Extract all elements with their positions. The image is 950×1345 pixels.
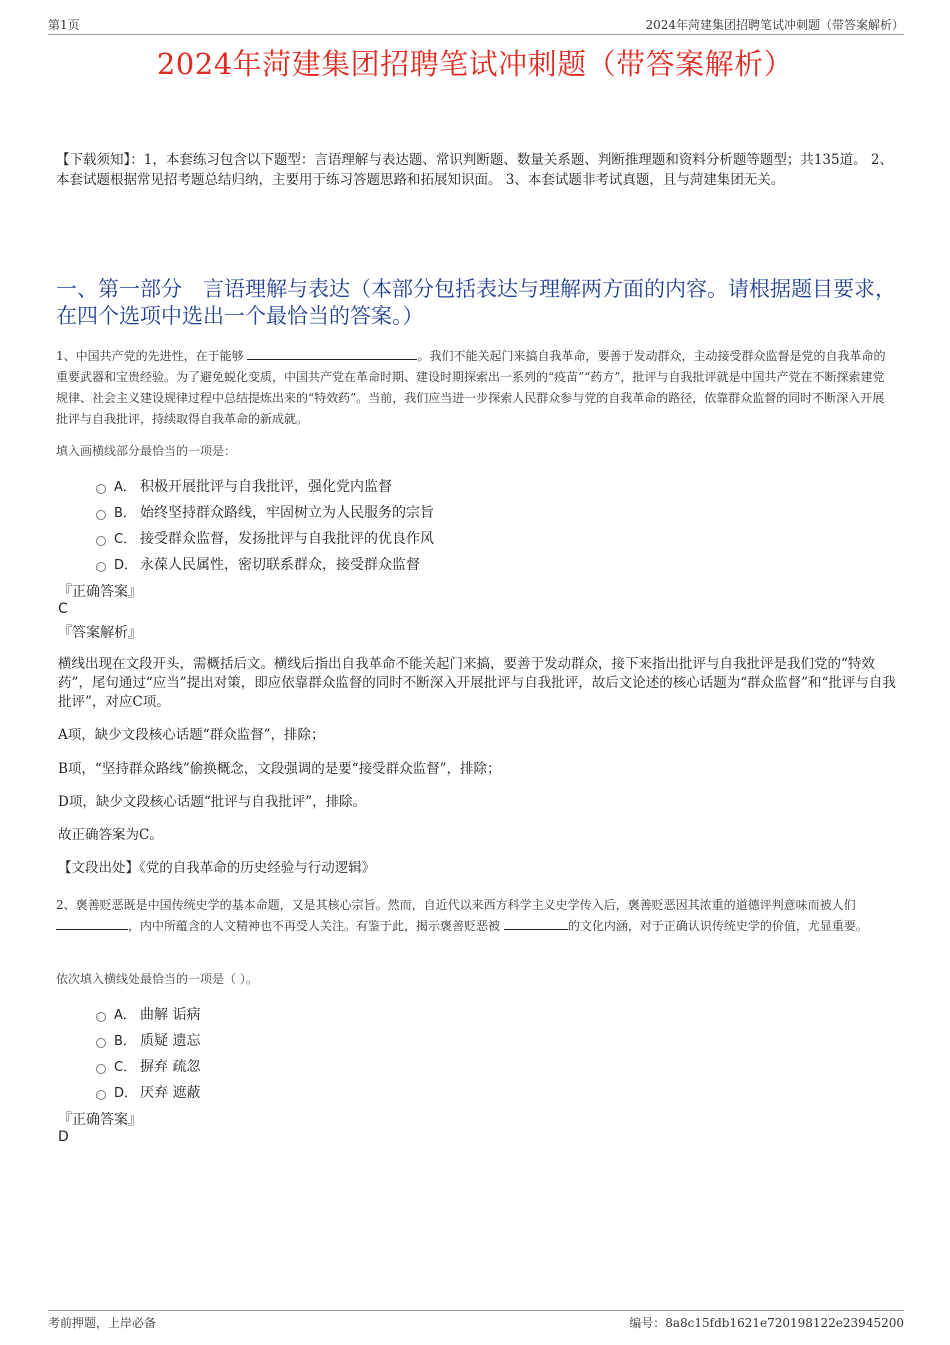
question-2-blank-2 <box>504 917 568 930</box>
question-2-answer-label: 『正确答案』 <box>58 1112 142 1128</box>
question-1-text-a: 1、中国共产党的先进性，在于能够 <box>56 349 244 363</box>
radio-icon[interactable] <box>96 1090 106 1100</box>
header-doc-title: 2024年菏建集团招聘笔试冲刺题（带答案解析） <box>645 18 904 32</box>
page-number: 第1页 <box>48 18 80 32</box>
radio-icon[interactable] <box>96 1038 106 1048</box>
radio-icon[interactable] <box>96 510 106 520</box>
analysis-paragraph: 故正确答案为C。 <box>58 827 163 843</box>
page-title: 2024年菏建集团招聘笔试冲刺题（带答案解析） <box>156 47 794 81</box>
question-2-prompt: 依次填入横线处最恰当的一项是（ ）。 <box>56 972 258 986</box>
question-2-text-a: 2、褒善贬恶既是中国传统史学的基本命题，又是其核心宗旨。然而，自近代以来西方科学主义史学传入后，褒善贬恶因其浓重的道德评判意味而被人们 <box>56 898 856 912</box>
analysis-source: 【文段出处】《党的自我革命的历史经验与行动逻辑》 <box>58 860 376 876</box>
question-1-stem <box>56 346 896 430</box>
section-heading: 一、第一部分 言语理解与表达（本部分包括表达与理解两方面的内容。请根据题目要求，在四个选项中选出一个最恰当的答案。） <box>56 277 896 328</box>
question-1-analysis-label: 『答案解析』 <box>58 625 142 641</box>
analysis-paragraph: 横线出现在文段开头，需概括后文。横线后指出自我革命不能关起门来搞，要善于发动群众，接下来指出批评与自我批评是我们党的“特效药”，尾句通过“应当”提出对策，即应依靠群众监督的同时不断深入开展批评与自我批评，故后文论述的核心话题为“群众监督”和“批评与自我批评”，对应C项。 <box>58 656 896 710</box>
footer-slogan: 考前押题，上岸必备 <box>48 1316 157 1330</box>
question-1-prompt: 填入画横线部分最恰当的一项是： <box>56 444 237 458</box>
question-2-text-b: ，内中所蕴含的人文精神也不再受人关注。有鉴于此，揭示褒善贬恶被 <box>128 919 501 933</box>
question-1-option-a[interactable]: A． 积极开展批评与自我批评，强化党内监督 <box>96 476 392 498</box>
download-notice: 【下载须知】：1，本套练习包含以下题型：言语理解与表达题、常识判断题、数量关系题、判断推理题和资料分析题等题型；共135道。 2、本套试题根据常见招考题总结归纳，主要用于练习答题思路和拓展知识面。 3、本套试题非考试真题，且与菏建集团无关。 <box>56 152 893 188</box>
question-2-stem <box>56 895 896 937</box>
question-2-blank-1 <box>56 917 128 930</box>
question-1-text-b: 。我们不能关起门来搞自我革命，要善于发动群众，主动接受群众监督是党的自我革命的重要武器和宝贵经验。为了避免蜕化变质，中国共产党在革命时期、建设时期探索出一系列的“疫苗”“药方”，批评与自我批评就是中国共产党在不断探索建党规律、社会主义建设规律过程中总结提炼出来的“特效药”。当前，我们应当进一步探索人民群众参与党的自我革命的路径，依靠群众监督的同时不断深入开展批评与自我批评，持续取得自我革命的新成就。 <box>56 349 886 426</box>
question-2-text-c: 的文化内涵，对于正确认识传统史学的价值，尤显重要。 <box>567 919 868 933</box>
analysis-paragraph: B项，“坚持群众路线”偷换概念，文段强调的是要“接受群众监督”，排除； <box>58 761 501 777</box>
question-1-answer-label: 『正确答案』 <box>58 584 142 600</box>
question-1-option-c[interactable]: C． 接受群众监督，发扬批评与自我批评的优良作风 <box>96 528 434 550</box>
question-2-option-a[interactable]: A． 曲解 诟病 <box>96 1004 200 1026</box>
analysis-paragraph: A项，缺少文段核心话题“群众监督”，排除； <box>58 727 325 743</box>
question-2-option-c[interactable]: C． 摒弃 疏忽 <box>96 1056 200 1078</box>
question-2-option-b[interactable]: B． 质疑 遗忘 <box>96 1030 200 1052</box>
question-1-answer: C <box>58 601 68 617</box>
footer-serial: 编号：8a8c15fdb1621e720198122e23945200 <box>629 1316 904 1330</box>
radio-icon[interactable] <box>96 484 106 494</box>
question-1-option-b[interactable]: B． 始终坚持群众路线，牢固树立为人民服务的宗旨 <box>96 502 434 524</box>
question-2-answer: D <box>58 1129 69 1145</box>
analysis-paragraph: D项，缺少文段核心话题“批评与自我批评”，排除。 <box>58 794 367 810</box>
page-footer <box>48 1310 904 1330</box>
question-1-option-d[interactable]: D． 永葆人民属性，密切联系群众，接受群众监督 <box>96 554 420 576</box>
radio-icon[interactable] <box>96 562 106 572</box>
question-2-option-d[interactable]: D． 厌弃 遮蔽 <box>96 1082 200 1104</box>
radio-icon[interactable] <box>96 1064 106 1074</box>
radio-icon[interactable] <box>96 536 106 546</box>
radio-icon[interactable] <box>96 1012 106 1022</box>
question-1-blank <box>247 347 417 360</box>
page-header <box>48 14 904 35</box>
